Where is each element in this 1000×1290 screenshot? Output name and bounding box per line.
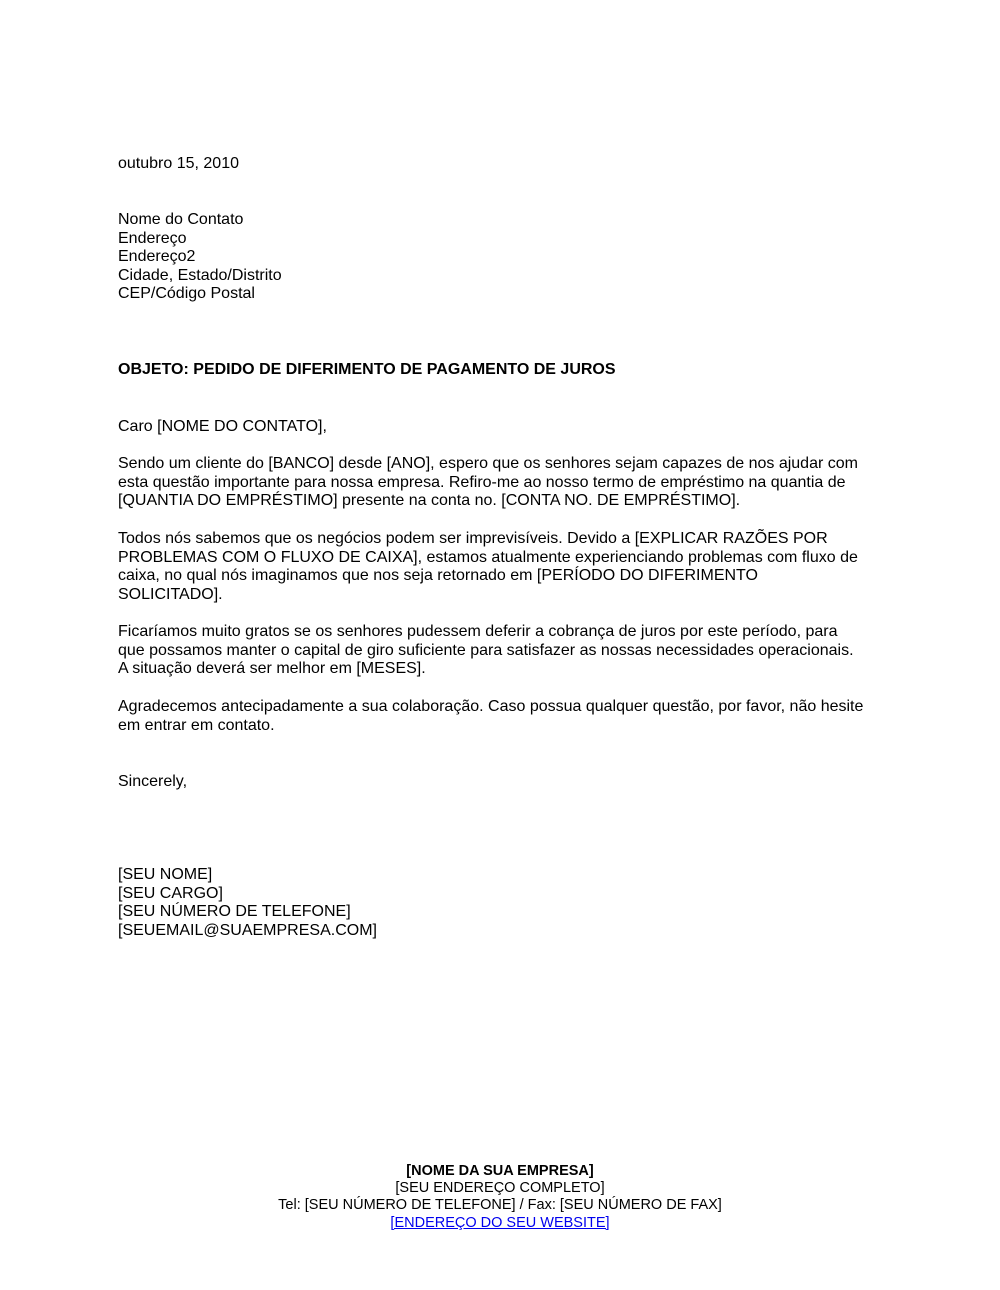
letter-salutation: Caro [NOME DO CONTATO], — [118, 418, 327, 435]
body-paragraph-2 — [118, 530, 888, 604]
letter-subject: OBJETO: PEDIDO DE DIFERIMENTO DE PAGAMENTO DE JUROS — [118, 361, 616, 378]
recipient-city-state: Cidade, Estado/Distrito — [118, 266, 282, 284]
paragraph-line: que possamos manter o capital de giro suficiente para satisfazer as nossas necessidades operacionais. — [118, 641, 854, 659]
body-paragraph-3 — [118, 623, 888, 679]
paragraph-line: esta questão importante para nossa empresa. Refiro-me ao nosso termo de empréstimo na quantia de — [118, 473, 846, 491]
paragraph-line: em entrar em contato. — [118, 716, 275, 734]
recipient-postal-code: CEP/Código Postal — [118, 285, 255, 303]
paragraph-line: Agradecemos antecipadamente a sua colaboração. Caso possua qualquer questão, por favor, não hesite — [118, 698, 864, 715]
letterhead-footer — [0, 1163, 1000, 1232]
recipient-address-line-1: Endereço — [118, 229, 187, 247]
body-paragraph-4 — [118, 698, 888, 735]
recipient-address-block — [118, 211, 888, 304]
paragraph-line: Sendo um cliente do [BANCO] desde [ANO], espero que os senhores sejam capazes de nos ajudar com — [118, 455, 858, 472]
sender-email: [SEUEMAIL@SUAEMPRESA.COM] — [118, 921, 377, 939]
footer-company-name: [NOME DA SUA EMPRESA] — [406, 1163, 594, 1179]
paragraph-line: caixa, no qual nós imaginamos que nos seja retornado em [PERÍODO DO DIFERIMENTO — [118, 567, 758, 585]
recipient-address-line-2: Endereço2 — [118, 248, 196, 266]
footer-address: [SEU ENDEREÇO COMPLETO] — [395, 1180, 605, 1197]
sender-title: [SEU CARGO] — [118, 884, 223, 902]
paragraph-line: Ficaríamos muito gratos se os senhores pudessem deferir a cobrança de juros por este período, para — [118, 623, 838, 640]
letter-date: outubro 15, 2010 — [118, 155, 239, 172]
paragraph-line: Todos nós sabemos que os negócios podem ser imprevisíveis. Devido a [EXPLICAR RAZÕES POR — [118, 530, 828, 547]
footer-contact: Tel: [SEU NÚMERO DE TELEFONE] / Fax: [SEU NÚMERO DE FAX] — [278, 1197, 722, 1214]
recipient-name: Nome do Contato — [118, 211, 244, 228]
paragraph-line: A situação deverá ser melhor em [MESES]. — [118, 660, 426, 678]
sender-phone: [SEU NÚMERO DE TELEFONE] — [118, 903, 351, 921]
letter-closing: Sincerely, — [118, 773, 188, 790]
paragraph-line: PROBLEMAS COM O FLUXO DE CAIXA], estamos atualmente experienciando problemas com fluxo de — [118, 548, 858, 566]
sender-name: [SEU NOME] — [118, 866, 213, 883]
paragraph-line: SOLICITADO]. — [118, 585, 223, 603]
signature-block — [118, 866, 888, 940]
paragraph-line: [QUANTIA DO EMPRÉSTIMO] presente na conta no. [CONTA NO. DE EMPRÉSTIMO]. — [118, 492, 741, 510]
body-paragraph-1 — [118, 455, 888, 511]
footer-website-link[interactable]: [ENDEREÇO DO SEU WEBSITE] — [390, 1214, 610, 1231]
